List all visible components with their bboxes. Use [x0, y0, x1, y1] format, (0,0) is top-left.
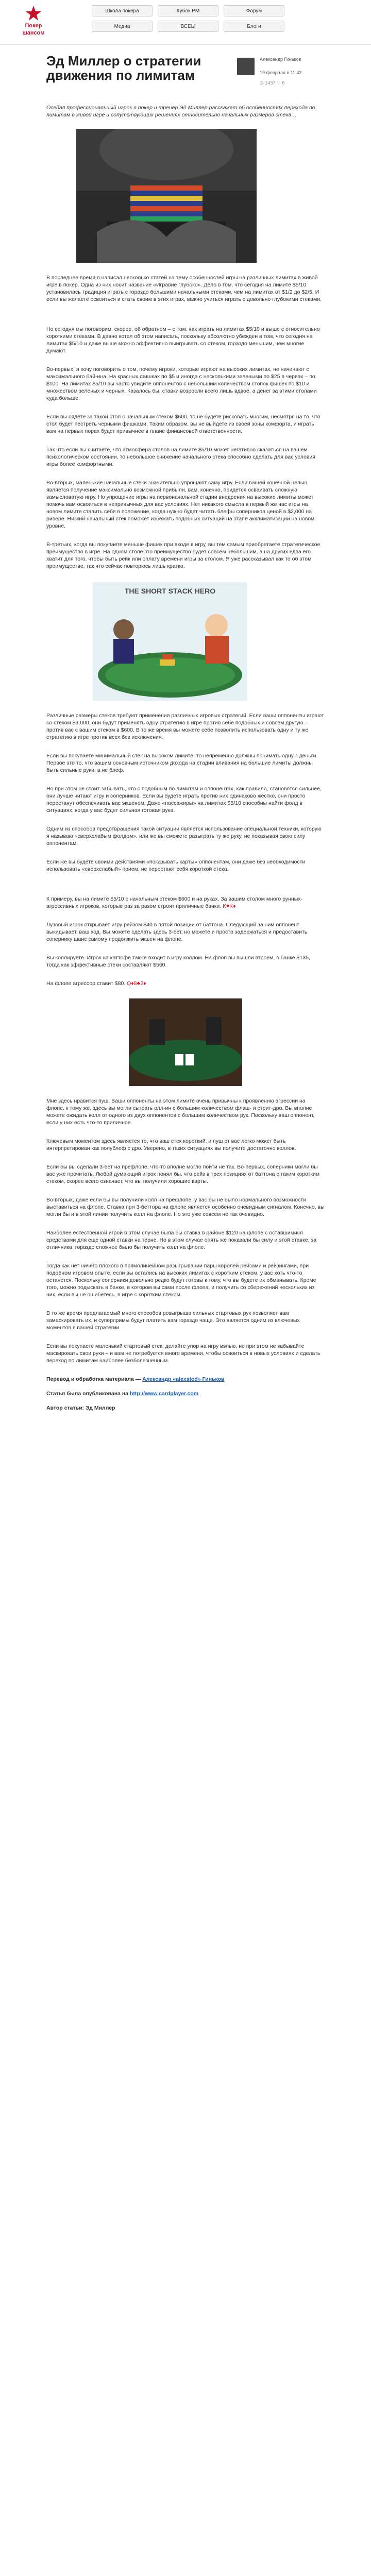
- paragraph-9: Если вы покупаете минимальный стек на высоком лимите, то непременно должны понимать одну з деньги. Первое это то, что вашим основным источником дохода на стадии вливания на большие лимиты должны быть сильные руки, а не блеф.: [46, 753, 318, 773]
- nav-cup[interactable]: Кубок PM: [158, 5, 218, 16]
- nav-forum[interactable]: Форум: [224, 5, 284, 16]
- paragraph-3: Во-первых, я хочу поговорить о том, почему игроки, которые играют на высоких лимитах, не начинают с максимального бай-ина. На красных фишках по $5 и иногда с несколькими зелеными по $25 в червах – по $100. На лимитах $5/10 вы часто увидите оппонентов с небольшим количеством стопок фишек по $10 и множеством зеленых и черных. Казалось бы, ставки возросли всего лишь вдвое, а денег за этими столами куда больше.: [46, 366, 317, 401]
- credits-translator: [46, 1376, 325, 1383]
- paragraph-15: Вы коллируете. Игрок на каттофе также входит в игру коллом. На флоп вы вышли втроем, в банке $135, тогда как эффективные стеки составляют $560.: [46, 955, 310, 968]
- nav-school[interactable]: Школа покера: [92, 5, 153, 16]
- poker-cartoon-icon: [93, 582, 247, 701]
- nav-media[interactable]: Медиа: [92, 21, 153, 32]
- paragraph-18: Ключевым моментом здесь является то, что ваш стек короткий, и пуш от вас легко может быть интерпретирован как полублеф с дро. Уверено, в таких ситуациях вы получите достаточно коллов.: [46, 1138, 296, 1151]
- logo-text-line1: Покер: [25, 23, 42, 29]
- post-stats: ◷ 1437 ♡ 6: [260, 80, 285, 86]
- article-author-name: Эд Миллер: [85, 1405, 115, 1411]
- paragraph-10: Но при этом не стоит забывать, что с подобным по лимитам и оппонентах, как правило, становятся сильнее, они лучше читают игру и соперников. Если вы будете играть против них одинаково жестко, они просто перестанут обеспечивать вас экшеном. Даже «пассажиры» на лимитах $5/10 способны найти фолд в ситуациях, когда у вас будет сильная готовая рука.: [46, 786, 322, 814]
- paragraph-6: Во-вторых, маленькие начальные стеки значительно упрощают саму игру. Если вашей конечной целью является получение максимально возможной прибыли, вам, конечно, придется осваивать сложную замысловатую игру. Но упрощение игры на первоначальной стадии внедрения на высокие лимиты может помочь вам освоиться в непривычных для вас условиях. Нет никакого смысла в первый же час игры на новом лимите ставить себя в положение, когда нужно будет читать блефы соперников ценой в $2,000 на ривере. Низкий начальный стек поможет избежать подобных ситуаций на этапе акклиматизации на новом уровне.: [46, 480, 315, 529]
- paragraph-16: [46, 980, 325, 987]
- source-link[interactable]: http://www.cardplayer.com: [129, 1391, 199, 1397]
- translator-label: Перевод и обработка материала —: [46, 1376, 143, 1382]
- paragraph-11: Одним из способов предотвращения такой ситуации является использование специальной техники, которую я называю «сверхслабым фолдом», или же вы сможете разыграть ту же руку, не показывая свою силу оппонентам.: [46, 826, 322, 846]
- poker-table-photo: [129, 998, 242, 1086]
- logo-text-line2: шансом: [22, 30, 45, 36]
- hand-example-text: К примеру, вы на лимите $5/10 с начальным стеком $600 и на руках. За вашим столом много рунных-агрессивных игроков, которые раз за разом строят приличные банки.: [46, 896, 302, 909]
- article-author-label: Автор статьи:: [46, 1405, 86, 1411]
- author-avatar[interactable]: [237, 58, 255, 75]
- paragraph-5: Так что если вы считаете, что атмосфера столов на лимите $5/10 может негативно сказаться на вашем психологическом состоянии, то небольшое снижение начального стека способно сделать для вас условия игры более комфортными.: [46, 447, 315, 467]
- chips-photo: [76, 129, 257, 263]
- flop-example-text: На флопе агрессор ставит $80.: [46, 980, 126, 987]
- hand-cards: K♥K♦: [223, 903, 236, 909]
- nav-wsop[interactable]: ВСЕЫ: [158, 21, 218, 32]
- svg-text:THE SHORT STACK HERO: THE SHORT STACK HERO: [124, 587, 216, 595]
- post-date: 19 февраля в 11:42: [260, 70, 302, 75]
- paragraph-13: [46, 895, 325, 910]
- flop-cards: Q♦8♣2♦: [127, 980, 146, 987]
- nav-blogs[interactable]: Блоги: [224, 21, 284, 32]
- site-logo[interactable]: [10, 5, 57, 36]
- article-lead: Оседая профессиональный игрок в покер и тренер Эд Миллер расскажет об особенностях перехода по лимитам в живой игре и сопутствующих решениях относительно начальных размеров стека…: [46, 105, 315, 118]
- paragraph-21: Наиболее естественной игрой в этом случае была бы ставка в районе $120 на флопе с оставшимися средствами для еще одной ставки на терне. Но в этом случае опять же показали бы силу и этой ставке, за отличника, гораздо сложнее было бы получить колл на флопе.: [46, 1230, 317, 1250]
- poker-table-illustration-icon: [129, 998, 242, 1086]
- paragraph-19: Если бы вы сделали 3-бет на префлопе, что-то вполне могло пойти не так. Во-первых, соперники могли бы вас уже прочитать. Любой думающий игрок понял бы, что рейз в трех позициях от баттона с таким коротким стеком, скорее всего означает, что вы получили хорошие карты.: [46, 1164, 320, 1184]
- article-title: Эд Миллер о стратегии движения по лимитам: [46, 53, 201, 83]
- paragraph-20: Во-вторых, даже если бы вы получили колл на префлопе, у вас бы не было нормального возможности выставиться на флопе. Ставка при 3-беттора на флопе является особенно очевидным сигналом. Конечно, вы могли бы и в этой линии получить колл на флопе. Но это уже совсем не так очевидно.: [46, 1197, 325, 1217]
- source-label: Статья была опубликована на: [46, 1391, 130, 1397]
- paragraph-24: Если вы покупаете маленький стартовый стек, делайте упор на игру вэлью, но при этом не забывайте маскировать свои руки – и вам не потребуется много времени, чтобы освоиться в новых условиях и сделать переход по лимитам наиболее безболезненным.: [46, 1343, 321, 1364]
- chips-stack-illustration-icon: [76, 129, 257, 263]
- article: [46, 54, 325, 1412]
- paragraph-23: В то же время предлагаемый много способов розыгрыша сильных стартовых рук позволяет вам замаскировать их, и суперпримы будут платить вам гораздо чаще. Это является одним из ключевых моментов в вашей стратегии.: [46, 1310, 300, 1331]
- author-name[interactable]: Александр Гиньков: [260, 57, 301, 62]
- main-nav: [92, 5, 360, 36]
- paragraph-14: Лузовый игрок открывает игру рейзом $40 в пятой позиции от баттона. Следующий за ним оппонент выкидывает, ваш ход. Вы можете сделать здесь 3-бет, но можете и просто задержаться и предоставить сопернику шанс самому продолжить экшен на флопе.: [46, 922, 308, 942]
- paragraph-7: В-третьих, когда вы покупаете меньше фишек при входе в игру, вы тем самым приобретаете стратегическое преимущество в игре. На одном столе это преимущество будет совсем небольшим, а на других едва его хватит для того, чтобы быть рейк или оплату времени игры за столом. Я уже рассказывал как то об этом преимуществе, так что сейчас повторюсь лишь кратко.: [46, 541, 321, 569]
- site-header: [0, 0, 371, 45]
- paragraph-4: Если вы сядете за такой стол с начальным стеком $600, то не будете рисковать многим, несмотря на то, что стол будет пестреть черными фишками. Таким образом, вы не выйдете из своей зоны комфорта, и играть вам на первых порах будет привычнее в плане финансовой ответственности.: [46, 414, 321, 434]
- translator-link[interactable]: Александр «alexstod» Гиньков: [142, 1376, 225, 1382]
- star-logo-icon: [25, 5, 42, 22]
- paragraph-22: Тогда как нет ничего плохого в прямолинейном разыгрывании пары королей рейзами и рейзингами, при подобном игровом опыте, если вы остались на высоких лимитах с коротким стеком, у вас хоть что-то останется. Поскольку соперники довольно редко будут готовы к тому, что вы будете их обманывать. Кроме того, можно подыскать в банке, в котором вы сами после флопа, и получить со сбережений нескольких из них, если вы не ошибетесь, в игре с коротким стеком.: [46, 1263, 316, 1298]
- paragraph-2: Но сегодня мы поговорим, скорее, об обратном – о том, как играть на лимитах $5/10 и выше с относительно короткими стеками. В давно котел об этом написать, поскольку абсолютно убежден в том, что сегодня на лимитах $5/10 и даже выше можно эффективно выигрывать со стеком, гораздо меньшим, чем многие думают.: [46, 326, 320, 354]
- short-stack-hero-cartoon: [93, 582, 247, 701]
- paragraph-1: В последнее время я написал несколько статей на тему особенностей игры на различных лимитах в живой игре в покер. Одна из них носит название «Игравие глубоко». Дело в том, что сегодня на лимите $5/10 установилась традиция играть с гораздо большими начальными стеками, чем на лимитах от $1/2 до $2/5. И если вы желаете освоиться и стать своим в этих играх, важно учиться играть с довольно глубокими стеками.: [46, 275, 322, 302]
- paragraph-8: Различные размеры стеков требуют применения различных игровых стратегий. Если ваши оппоненты играют со стеком $3,000, они будут применять одну стратегию в игре против себе подобных и совсем другую – против вас с вашим стеком в $600. В то же время вы можете себе позволить использовать одну и ту же стратегию в игре против всех без исключения.: [46, 713, 324, 740]
- credits-source: [46, 1390, 325, 1397]
- credits-author: [46, 1404, 325, 1412]
- paragraph-12: Если же вы будете своими действиями «показывать карты» оппонентам, они даже без необходимости использовать «сверхслабый» прием, не перестают себя короткой стека.: [46, 859, 306, 872]
- paragraph-17: Мне здесь нравится пуш. Ваши оппоненты на этом лимите очень привычны к проявлению агрессии на флопе, к тому же, здесь вы могли сыграть олл-ин с большим количеством флэш- и стрит-дро. Вы вполне можете ожидать колл от одного из двух оппонентов с большим количеством рук. Поскольку ваш оппонент, если у них есть что-то приличное.: [46, 1098, 315, 1126]
